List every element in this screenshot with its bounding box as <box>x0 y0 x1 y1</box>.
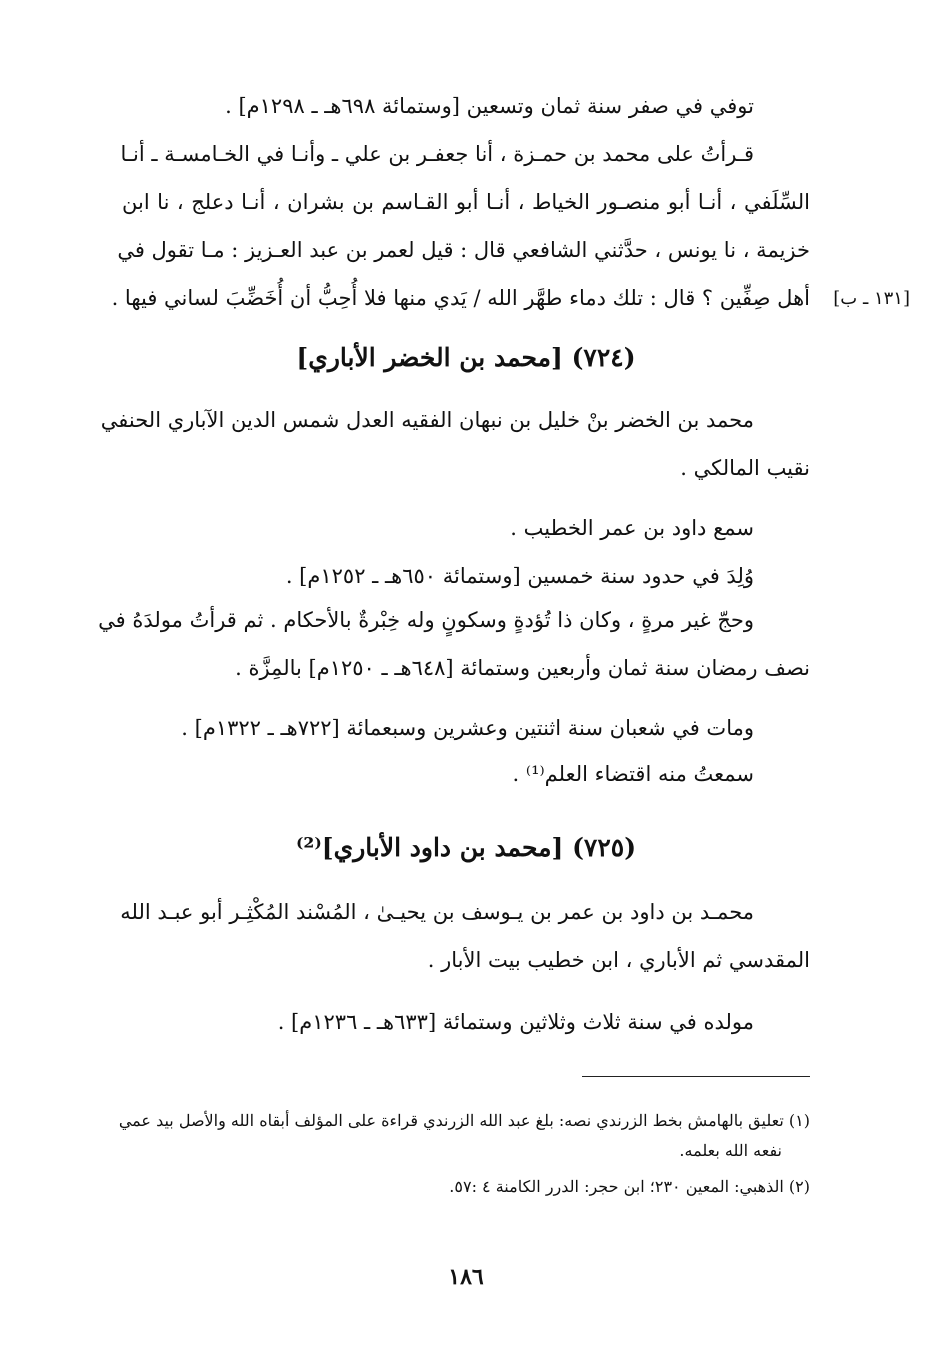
page-number: ١٨٦ <box>448 1264 484 1290</box>
footnote-line: نفعه الله بعلمه. <box>679 1141 782 1160</box>
text-line: وُلِدَ في حدود سنة خمسين [وستمائة ٦٥٠هـ ـ ١٢٥٢م] . <box>285 564 754 588</box>
text-line: أهل صِفِّين ؟ قال : تلك دماء طهَّر الله / يَدي منها فلا أُحِبُّ أن أُخَضِّبَ لساني فيها . <box>111 286 810 310</box>
entry-heading: (٧٢٥) [محمد بن داود الأباري]⁽²⁾ <box>295 833 637 862</box>
text-line: سمعتُ منه اقتضاء العلم⁽¹⁾ . <box>512 762 754 786</box>
text-line: ومات في شعبان سنة اثنتين وعشرين وسبعمائة [٧٢٢هـ ـ ١٣٢٢م] . <box>181 716 754 740</box>
text-line: نصف رمضان سنة ثمان وأربعين وستمائة [٦٤٨هـ ـ ١٢٥٠م] بالمِزَّة . <box>235 656 810 680</box>
text-line: المقدسي ثم الأباري ، ابن خطيب بيت الأبار . <box>427 948 810 972</box>
text-line: نقيب المالكي . <box>680 456 810 480</box>
text-line: محمـد بن داود بن عمر بن يـوسف بن يحيـىٰ ، المُسْند المُكْثِـر أبو عبـد الله <box>120 900 754 924</box>
margin-folio-note: [١٣١ ـ ب] <box>833 288 910 309</box>
text-line: خزيمة ، نا يونس ، حدَّثني الشافعي قال : قيل لعمر بن عبد العـزيز : مـا تقول في <box>117 238 810 262</box>
footnote-separator <box>582 1076 810 1077</box>
text-line: مولده في سنة ثلاث وثلاثين وستمائة [٦٣٣هـ ـ ١٢٣٦م] . <box>277 1010 754 1034</box>
entry-heading: (٧٢٤) [محمد بن الخضر الأباري] <box>296 343 636 372</box>
footnote-line: (٢) الذهبي: المعين ٢٣٠؛ ابن حجر: الدرر الكامنة ٤ :٥٧. <box>449 1177 810 1196</box>
text-line: محمد بن الخضر بنْ خليل بن نبهان الفقيه العدل شمس الدين الآباري الحنفي <box>100 408 754 432</box>
text-line: وحجّ غير مرةٍ ، وكان ذا تُؤدةٍ وسكونٍ وله خِبْرةٌ بالأحكام . ثم قرأتُ مولدَهُ في <box>98 608 754 632</box>
text-line: قـرأتُ على محمد بن حمـزة ، أنا جعفـر بن علي ـ وأنـا في الخـامسـة ـ أنـا <box>120 142 754 166</box>
text-line: سمع داود بن عمر الخطيب . <box>510 516 754 540</box>
footnote-line: (١) تعليق بالهامش بخط الزرندي نصه: بلغ عبد الله الزرندي قراءة على المؤلف أبقاه الله والأصل بيد عمي <box>118 1111 810 1130</box>
text-line: السِّلَفي ، أنـا أبو منصـور الخياط ، أنـا أبو القـاسم بن بشران ، أنـا دعلج ، نا ابن <box>122 190 810 214</box>
text-line: توفي في صفر سنة ثمان وتسعين [وستمائة ٦٩٨هـ ـ ١٢٩٨م] . <box>225 94 754 118</box>
